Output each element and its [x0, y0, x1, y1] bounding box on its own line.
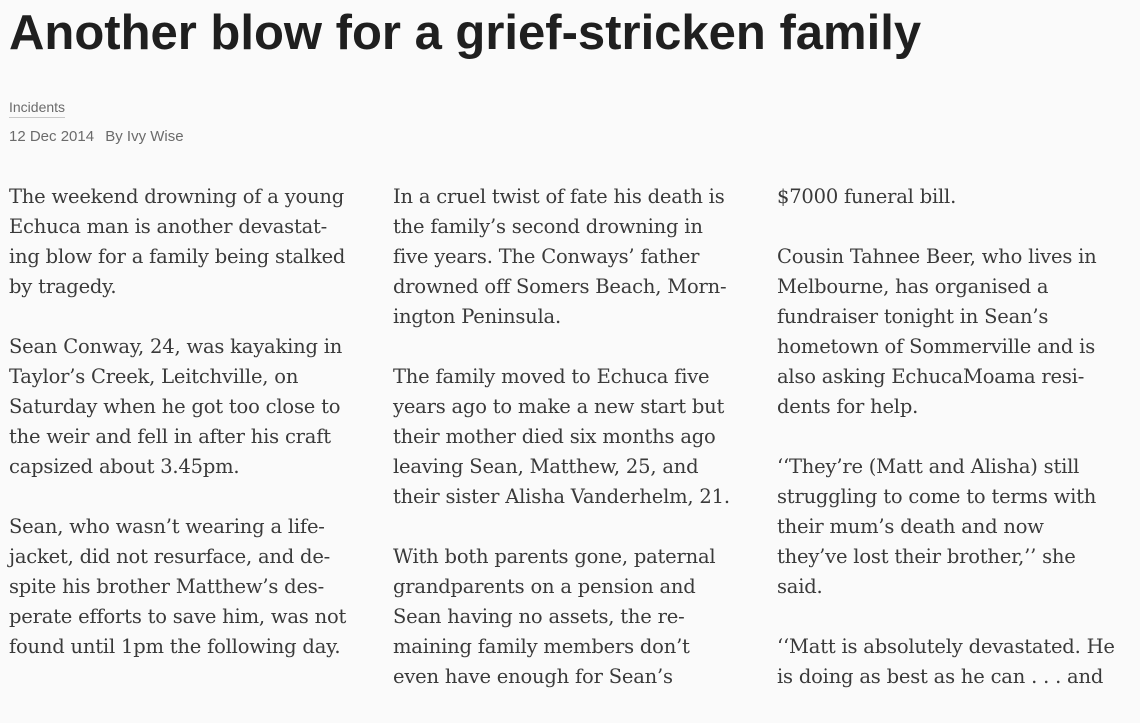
- article-column-1: [9, 182, 361, 692]
- publish-date: 12 Dec 2014: [9, 128, 95, 145]
- body-paragraph: Sean Conway, 24, was kayaking in Taylor’s Creek, Leitchville, on Saturday when he got too close to the weir and fell in after his craft capsized about 3.45pm.: [9, 335, 343, 478]
- body-paragraph: ‘‘Matt is absolutely devastated. He is doing as best as he can . . . and: [777, 635, 1115, 688]
- body-paragraph: $7000 funeral bill.: [777, 185, 957, 208]
- body-paragraph: ‘‘They’re (Matt and Alisha) still struggling to come to terms with their mum’s death and now they’ve lost their brother,’’ she said.: [777, 455, 1097, 598]
- author-byline: By Ivy Wise: [105, 128, 184, 145]
- category-link[interactable]: Incidents: [9, 98, 65, 118]
- article-headline: Another blow for a grief-stricken family: [9, 6, 922, 60]
- body-paragraph: The family moved to Echuca five years ago to make a new start but their mother died six months ago leaving Sean, Matthew, 25, and their sister Alisha Vanderhelm, 21.: [393, 365, 730, 508]
- body-paragraph: With both parents gone, paternal grandparents on a pension and Sean having no assets, the re- maining family members don’t even have enough for Sean’s: [393, 545, 716, 688]
- body-paragraph: Sean, who wasn’t wearing a life- jacket, did not resurface, and de- spite his brother Matthew’s des- perate efforts to save him, was not found until 1pm the following day.: [9, 515, 347, 658]
- body-paragraph: The weekend drowning of a young Echuca man is another devastat- ing blow for a family being stalked by tragedy.: [9, 185, 346, 298]
- article-column-3: [777, 182, 1129, 722]
- article-meta: [9, 128, 184, 146]
- body-paragraph: In a cruel twist of fate his death is the family’s second drowning in five years. The Conways’ father drowned off Somers Beach, Morn- ington Peninsula.: [393, 185, 727, 328]
- article-column-2: [393, 182, 745, 722]
- body-paragraph: Cousin Tahnee Beer, who lives in Melbourne, has organised a fundraiser tonight in Sean’s hometown of Sommerville and is also asking EchucaMoama resi- dents for help.: [777, 245, 1097, 418]
